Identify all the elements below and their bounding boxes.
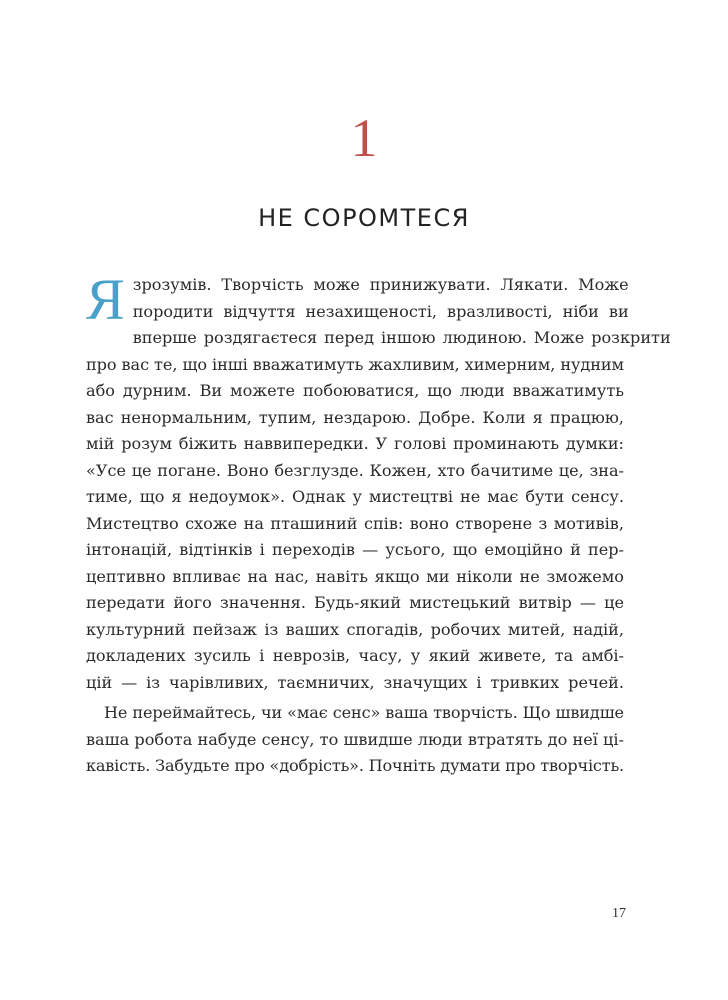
text-line: тиме, що я недоумок». Однак у мистецтві не має бути сенсу. — [86, 487, 624, 506]
text-line: про вас те, що інші вважатимуть жахливим, химерним, нудним — [86, 354, 624, 374]
chapter-title: НЕ СОРОМТЕСЯ — [258, 204, 470, 232]
text-line: інтонацій, відтінків і переходів — усього, що емоційно й пер- — [86, 540, 624, 559]
page-number: 17 — [612, 906, 626, 921]
paragraph-1 — [86, 267, 671, 696]
paragraph-2 — [86, 700, 624, 780]
chapter-number: 1 — [350, 108, 378, 168]
text-line: або дурним. Ви можете побоюватися, що люди вважатимуть — [86, 381, 624, 400]
text-line: вас ненормальним, тупим, нездарою. Добре. Коли я працюю, — [86, 407, 624, 427]
text-line: цептивно впливає на нас, навіть якщо ми ніколи не зможемо — [86, 566, 624, 586]
body-text — [86, 267, 671, 780]
text-line: цій — із чарівливих, таємничих, значущих і тривких речей. — [86, 672, 624, 692]
text-line: передати його значення. Будь-який мистецький витвір — це — [86, 593, 624, 612]
text-line: породити відчуття незахищеності, вразливості, ніби ви — [132, 301, 629, 321]
text-line: ваша робота набуде сенсу, то швидше люди втратять до неї ці- — [86, 729, 624, 749]
text-line: кавість. Забудьте про «добрість». Почніть думати про творчість. — [86, 756, 624, 775]
drop-cap: Я — [86, 267, 125, 332]
text-line: зрозумів. Творчість може принижувати. Лякати. Може — [132, 275, 629, 294]
text-line: докладених зусиль і неврозів, часу, у який живете, та амбі- — [86, 646, 624, 665]
text-line: мій розум біжить наввипередки. У голові проминають думки: — [86, 434, 624, 453]
text-line: культурний пейзаж із ваших спогадів, робочих митей, надій, — [86, 619, 624, 639]
text-line: Мистецтво схоже на пташиний спів: воно створене з мотивів, — [86, 513, 624, 533]
text-line: вперше роздягаєтеся перед іншою людиною. Може розкрити — [132, 328, 671, 347]
text-line: Не переймайтесь, чи «має сенс» ваша творчість. Що швидше — [104, 703, 624, 722]
text-line: «Усе це погане. Воно безглузде. Кожен, хто бачитиме це, зна- — [86, 460, 624, 480]
